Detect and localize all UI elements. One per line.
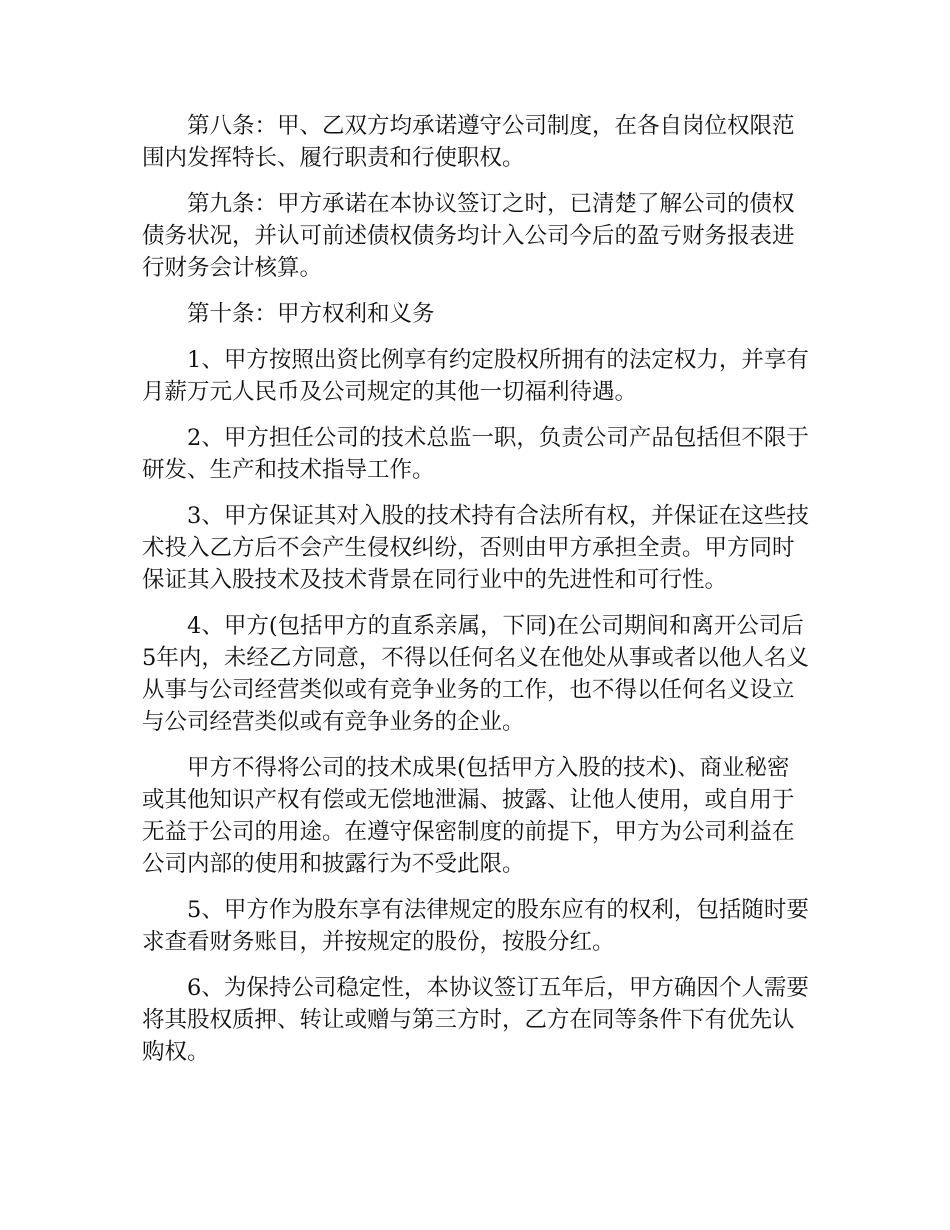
document-body <box>142 110 812 1082</box>
clause-10-item-2: 2、甲方担任公司的技术总监一职，负责公司产品包括但不限于研发、生产和技术指导工作。 <box>142 425 809 483</box>
clause-10-item-4: 4、甲方(包括甲方的直系亲属，下同)在公司期间和离开公司后5年内，未经乙方同意，不得以任何名义在他处从事或者以他人名义从事与公司经营类似或有竞争业务的工作，也不得以任何名义设立与公司经营类似或有竞争业务的企业。 <box>142 613 809 735</box>
clause-10-item-6: 6、为保持公司稳定性，本协议签订五年后，甲方确因个人需要将其股权质押、转让或赠与第三方时，乙方在同等条件下有优先认购权。 <box>142 975 809 1065</box>
clause-10-item-4-confidentiality: 甲方不得将公司的技术成果(包括甲方入股的技术)、商业秘密或其他知识产权有偿或无偿地泄漏、披露、让他人使用，或自用于无益于公司的用途。在遵守保密制度的前提下，甲方为公司利益在公司内部的使用和披露行为不受此限。 <box>142 755 795 877</box>
clause-10-item-5: 5、甲方作为股东享有法律规定的股东应有的权利，包括随时要求查看财务账目，并按规定的股份，按股分红。 <box>142 897 809 955</box>
clause-9-paragraph: 第九条：甲方承诺在本协议签订之时，已清楚了解公司的债权债务状况，并认可前述债权债务均计入公司今后的盈亏财务报表进行财务会计核算。 <box>142 191 795 281</box>
clause-10-item-1: 1、甲方按照出资比例享有约定股权所拥有的法定权力，并享有月薪万元人民币及公司规定的其他一切福利待遇。 <box>142 347 809 405</box>
clause-10-heading: 第十条：甲方权利和义务 <box>187 301 435 327</box>
clause-8-paragraph: 第八条：甲、乙双方均承诺遵守公司制度，在各自岗位权限范围内发挥特长、履行职责和行使职权。 <box>142 113 795 171</box>
clause-10-item-3: 3、甲方保证其对入股的技术持有合法所有权，并保证在这些技术投入乙方后不会产生侵权纠纷，否则由甲方承担全责。甲方同时保证其入股技术及技术背景在同行业中的先进性和可行性。 <box>142 503 809 593</box>
